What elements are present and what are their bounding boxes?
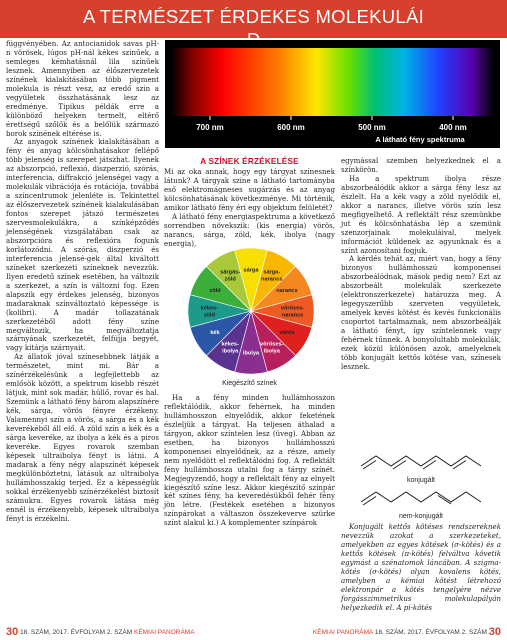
footer-left	[6, 625, 195, 640]
label-conjugated: konjugált	[406, 477, 436, 484]
label-non-conjugated: nem-konjugált	[399, 513, 443, 520]
page-title: A TERMÉSZET ÉRDEKES MOLEKULÁI	[82, 6, 425, 27]
column-left	[6, 40, 159, 523]
issue-info-left: 18. SZÁM, 2017. ÉVFOLYAM 2. SZÁM	[20, 629, 133, 636]
journal-name-right: KÉMIAI PANORÁMA	[312, 629, 374, 636]
page-number-right: 30	[488, 626, 501, 638]
wheel-label: kék	[210, 329, 220, 336]
page-number-left: 30	[6, 626, 19, 638]
wheel-label: zöld	[209, 288, 221, 295]
spectrum-caption: A látható fény spektruma	[375, 135, 465, 144]
paragraph: A látható fény energiaspektruma a következő sorrendben növekszik: (kis energia) vörös, narancs, sárga, zöld, kék, ibolya (nagy energia),	[164, 211, 335, 248]
wheel-label: sárgás-zöld	[220, 269, 241, 283]
header-banner	[0, 0, 507, 38]
paragraph: egymással szemben helyezkednek el a színkörön.	[341, 156, 501, 174]
non-conjugated-chain	[361, 492, 481, 502]
paragraph: Mi az oka annak, hogy egy tárgyat színesnek látunk? A tárgyak színe a látható tartományba eső elektromágneses sugárzás és az anyag kölcsönhatásának következménye. Mi történik, amikor látható fény éri egy objektum felületét?	[164, 167, 335, 212]
paragraph: Az anyagok színének kialakításában a fény és anyag kölcsönhatásakor fellépő több jelenség is szerepet játszhat. Ilyenek az abszorpció, reflexió, diszperzió, szórás, interferencia, diffrakció jelenségei vagy a molekulák vibrációja és rotációja, továbbá a színcentrumok jelenléte is. Tekintettel az élőszervezetek színének kialakulásában fontos szerepet játszó természetes szervesmolekulákra, a színképződés jelenségének vizsgálatában csak az abszorpcióra és reflexióra fogunk korlátozódni. A szórás, diszperzió és interferencia jelensé-gek által kiváltott színeket szerkezeti színeknek nevezzük. Ilyen eredetű színek esetében, ha változik a szerkezet, a szín is változni fog. Ezen alapszik egy érdekes jelenség, bizonyos madaraknak színváltoztató képessége is (kolibri). A madár tollazatának szerkezetéből adott fény színe megváltozik, ha megváltoztatja szárnyának szerkezetét, felfújja begyét, vagy kitárja szárnyait.	[6, 137, 159, 353]
conjugated-chain	[361, 456, 481, 466]
paragraph: függvényében. Az antocianidok savas pH-n vörösek, lúgos pH-nál kékes színűek, a semleges kémhatásnál lila színűek lesznek. Amennyiben az élőszervezetek színének kialakításában több pigment molekula is részt vesz, az eredő szín a vegyületek összhatásának lesz az eredménye. Tipikus példák erre a különböző helyeken termelt, eltérő érettségű szőlők és a belőlük származó borok színének eltérése is.	[6, 39, 159, 138]
paragraph: Ha a spektrum ibolya része abszorbeálódik akkor a sárga fény lesz az észlelt. Ha a kék vagy a zöld nyelődik el, akkor a narancs, illetve vörös szín lesz megfigyelhető. A reflektált rész szemünkbe jut és kölcsönhatásba lép a szemünk szenzorjainak molekuláival, melyek információt küldenek az agyunknak és a színt azonosítani fogjuk.	[341, 173, 501, 255]
wheel-label: vörös	[279, 329, 295, 336]
section-heading: A SZÍNEK ÉRZÉKELÉSE	[200, 157, 299, 166]
wheel-label: vöröses-ibolya	[260, 341, 284, 355]
paragraph: Az állatok jóval színesebbnek látják a természetet, mint mi. Bár a színérzékelésünk a legfejlettebb az emlősök között, a spektrum kisebb részét látjuk, mint sok madár, hüllő, rovar és hal. Szemünk a látható fény három alapszínére kék, sárga, vörös fényre érzékeny. Valamennyi szín a vörös, a sárga és a kék keverékéből áll elő. A zöld szín a kék és a sárga keveréke, az ibolya a kék és a piros keveréke. Egyes rovarok szemban képesek ultraibolya fényt is látni. A madarak a fény négy alapszínét képesek megkülönböztetni, látásuk az ultraibolya hullámhosszakig terjed. Ez a képességük sokkal érzékenyebb színérzékelést biztosít számukra. Egyes rovarok látása még ennél is érzékenyebb, képesek ultraibolya fényt is érzékelni.	[6, 352, 159, 523]
conjugation-figure	[341, 444, 501, 522]
tick-label-700: 700 nm	[196, 123, 224, 132]
wheel-label: ibolya	[242, 350, 260, 357]
tick-label-400: 400 nm	[439, 123, 467, 132]
paragraph: A kérdés tehát az, miért van, hogy a fény bizonyos hullámhosszú komponensei abszorbeálódnak, mások pedig nem? Ezt az abszorbeált molekulák szerkezete (elektronszerkezete) határozza meg. A legegyszerűbb szerveten vegyületek, amelyek kevés kötést és kevés funkcionális csoportot tartalmaznak, nem abszorbeálják a látható fényt, így színtelennek vagy fehérnek tűnnek. A bonyolultabb molekulák, ezek közül különösen azok, amelyeknek több konjugált kettős kötése van, színesek lesznek.	[341, 254, 501, 371]
footer	[0, 625, 507, 640]
paragraph: Konjugált kettős kötéses rendszereknek nevezzük azokat a szerkezeteket, amelyekben az egyes kötések (σ-kötés) és a kettős kötések (π-kötés) felváltva követik egymást a szénatomok láncában. A szigma-kötés (σ-kötés) olyan kovalens kötés, amelyben a kémiai kötést létrehozó elektronpár a kötés tengelyére nézve forgásszimmetrikus molekulapályán helyezkedik el. A pi-kötés	[341, 522, 501, 612]
wheel-label: sárga-narancs	[261, 269, 283, 283]
column-middle-bottom	[164, 394, 335, 528]
wheel-label: kékes-zöld	[200, 305, 219, 319]
tick-label-500: 500 nm	[358, 123, 386, 132]
column-right-top	[341, 157, 501, 372]
wheel-label: sárga	[243, 267, 259, 274]
wheel-label: narancs	[276, 288, 298, 295]
tick-label-600: 600 nm	[277, 123, 305, 132]
color-wheel-caption: Kiegészítő színek	[222, 380, 277, 387]
wheel-label: vöröses-narancs	[280, 305, 305, 319]
journal-name-left: KÉMIAI PANORÁMA	[133, 629, 195, 636]
color-wheel-figure	[186, 246, 316, 376]
spectrum-band	[171, 48, 494, 116]
issue-info-right: 18. SZÁM, 2017. ÉVFOLYAM 2. SZÁM	[374, 629, 487, 636]
paragraph: Ha a fény minden hullámhosszon reflektálódik, akkor fehérnek, ha minden hullámhosszon elnyelődik, akkor feketének észleljük a tárgyat. Ha teljesen áthalad a tárgyon, akkor színtelen lesz (üveg). Abban az esetben, ha bizonyos hullámhosszú komponensei elnyelődnek, az a része, amely nem nyelődött el reflektálódni fog. A reflektált fény hullámhossza utalni fog a tárgy színét. Megjegyzendő, hogy a reflektált fény az elnyelt kiegészítő színe lesz. Akkor kiegészítő színpár két színes fény, ha keveredésükből fehér fény jön létre. (Festékek esetében a bizonyos színpárokat a váltaszon összekeverve szürke színt alakul ki.) A komplementer színpárok	[164, 393, 335, 528]
wheel-label: kékes-ibolya	[221, 341, 239, 355]
footer-right	[313, 625, 501, 640]
visible-spectrum-figure	[165, 40, 500, 148]
column-middle-top	[164, 168, 335, 249]
column-right-bottom	[341, 523, 501, 613]
